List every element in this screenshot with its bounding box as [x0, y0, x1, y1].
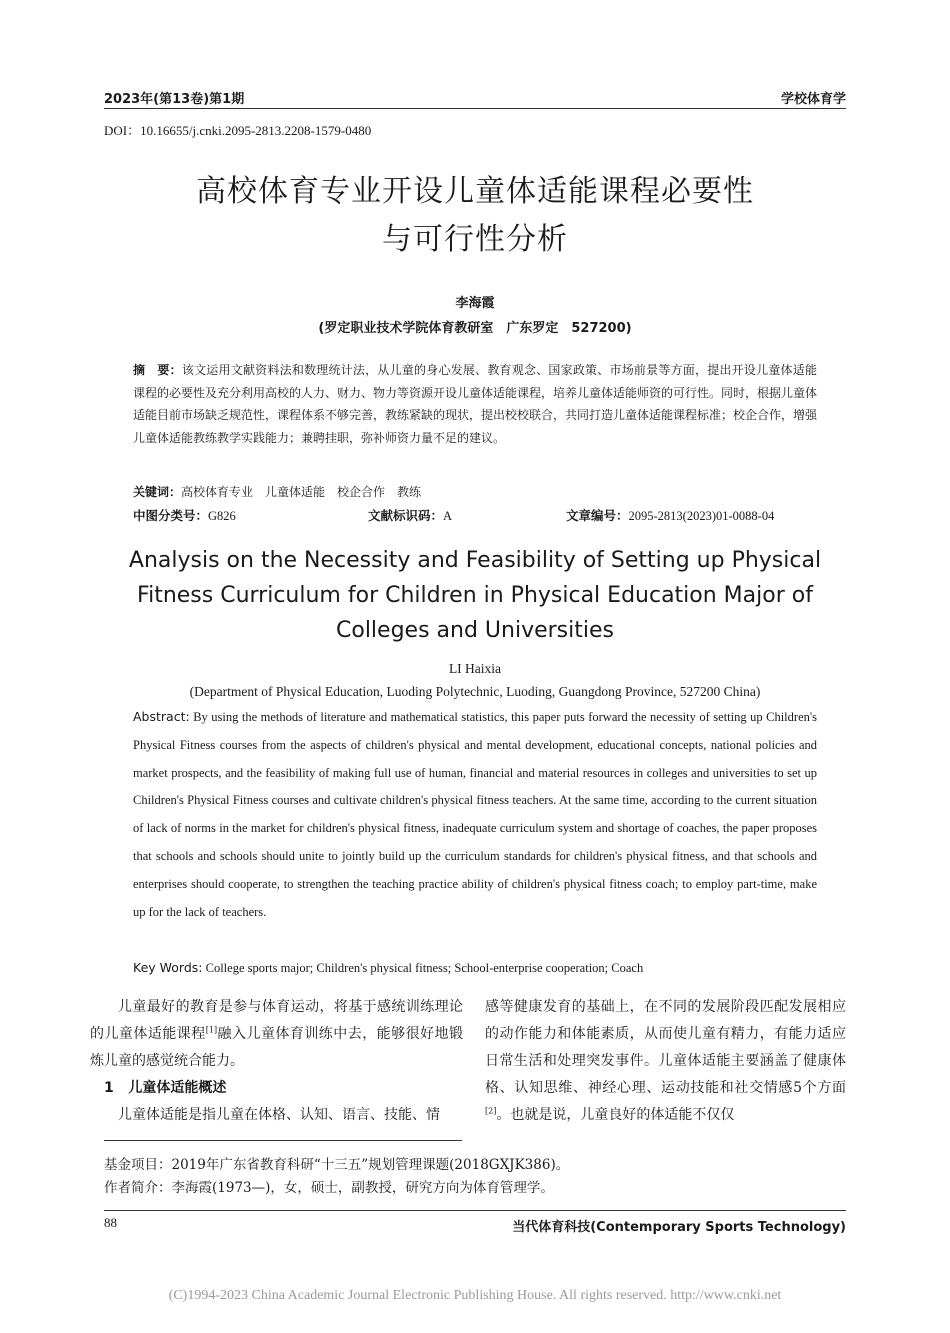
english-author-name: LI Haixia: [448, 661, 502, 676]
header-rule: [104, 108, 846, 109]
copyright-watermark: (C)1994-2023 China Academic Journal Electronic Publishing House. All rights reserved. http://www.cnki.net: [168, 1288, 782, 1303]
journal-name: 当代体育科技(Contemporary Sports Technology): [512, 1220, 846, 1235]
english-keywords: [133, 954, 817, 983]
doc-code-value: A: [443, 509, 453, 523]
clc-value: G826: [208, 509, 236, 523]
paper-title-line2: 与可行性分析: [382, 222, 568, 257]
author-affiliation: (罗定职业技术学院体育教研室 广东罗定 527200): [318, 321, 632, 336]
abstract-cn: [133, 359, 817, 449]
english-keywords-label: Key Words:: [133, 960, 203, 975]
section-heading: [90, 1075, 463, 1102]
article-number-label: 文章编号：: [566, 508, 629, 523]
english-author-affiliation: (Department of Physical Education, Luoding Polytechnic, Luoding, Guangdong Province, 527200 China): [189, 684, 761, 699]
footer-rule: [104, 1210, 846, 1211]
body-right-column: [485, 994, 846, 1129]
footnote-author-bio: 作者简介：李海霞(1973—)，女，硕士，副教授，研究方向为体育管理学。: [104, 1180, 554, 1196]
body-text: 融入儿童体育训练中去，能够很好地锻炼儿童的感觉统合能力。: [90, 1026, 464, 1069]
clc-number: [133, 506, 236, 524]
article-number: [566, 506, 774, 524]
footnote-rule: [104, 1140, 462, 1141]
page-number: 88: [104, 1215, 117, 1230]
article-number-value: 2095-2813(2023)01-0088-04: [628, 509, 775, 523]
citation: [2]: [485, 1106, 497, 1116]
doc-code-label: 文献标识码：: [368, 508, 444, 523]
body-text: 。也就是说，儿童良好的体适能不仅仅: [496, 1107, 735, 1123]
section-number: 1: [104, 1080, 114, 1096]
body-text: 儿童最好的教育是参与体育运动，将基于感统训练理论的儿童体适能课程: [90, 999, 463, 1042]
keywords-cn-text: 高校体育专业 儿童体适能 校企合作 教练: [181, 485, 422, 499]
body-paragraph: [485, 994, 846, 1129]
body-left-column: [90, 994, 463, 1129]
body-text: 感等健康发育的基础上，在不同的发展阶段匹配发展相应的动作能力和体能素质，从而使儿童有精力，有能力适应日常生活和处理突发事件。儿童体适能主要涵盖了健康体格、认知思维、神经心理、运动技能和社交情感5个方面: [485, 999, 846, 1096]
keywords-cn: [133, 481, 817, 504]
english-abstract-label: Abstract:: [133, 709, 190, 724]
abstract-cn-label: 摘 要：: [133, 363, 182, 377]
keywords-cn-label: 关键词：: [133, 485, 182, 499]
footnote-fund: 基金项目：2019年广东省教育科研“十三五”规划管理课题(2018GXJK386)。: [104, 1157, 570, 1173]
english-title-line3: Colleges and Universities: [336, 618, 614, 643]
abstract-cn-text: 该文运用文献资料法和数理统计法，从儿童的身心发展、教育观念、国家政策、市场前景等方面，提出开设儿童体适能课程的必要性及充分利用高校的人力、财力、物力等资源开设儿童体适能课程，培养儿童体适能师资的可行性。同时，根据儿童体适能目前市场缺乏规范性，课程体系不够完善，教练紧缺的现状，提出校校联合，共同打造儿童体适能课程标准；校企合作，增强儿童体适能教练教学实践能力；兼聘挂职，弥补师资力量不足的建议。: [133, 363, 818, 445]
paper-title: [104, 168, 846, 264]
journal-section-tag: 学校体育学: [780, 92, 846, 107]
citation: [1]: [205, 1025, 218, 1035]
english-title-line1: Analysis on the Necessity and Feasibility of Setting up Physical: [128, 548, 822, 573]
english-abstract-text: By using the methods of literature and mathematical statistics, this paper puts forward the necessity of setting up Children's Physical Fitness courses from the aspects of children's physical and mental development, educational concepts, national policies and market prospects, and the feasibility of making full use of human, financial and material resources in colleges and universities to set up Children's Physical Fitness courses and cultivate children's physical fitness teachers. At the same time, according to the current situation of lack of norms in the market for children's physical fitness, inadequate curriculum system and shortage of coaches, the paper proposes that schools and schools should unite to jointly build up the curriculum standards for children's physical fitness, and that schools and enterprises should cooperate, to strengthen the teaching practice ability of children's physical fitness coach; to employ part-time, make up for the lack of teachers.: [133, 710, 817, 919]
issue-label: 2023年(第13卷)第1期: [104, 92, 245, 107]
english-title: [104, 543, 846, 648]
paper-title-line1: 高校体育专业开设儿童体适能课程必要性: [196, 174, 754, 209]
english-keywords-text: College sports major; Children's physical fitness; School-enterprise cooperation; Coach: [205, 961, 644, 975]
doi: DOI：10.16655/j.cnki.2095-2813.2208-1579-0480: [104, 123, 372, 138]
body-paragraph: 儿童体适能是指儿童在体格、认知、语言、技能、情: [118, 1107, 440, 1123]
english-title-line2: Fitness Curriculum for Children in Physical Education Major of: [137, 583, 813, 608]
section-title: 儿童体适能概述: [128, 1080, 227, 1096]
body-paragraph: [90, 994, 463, 1075]
clc-label: 中图分类号：: [133, 508, 209, 523]
document-code: [368, 506, 452, 524]
english-abstract: [133, 703, 817, 926]
author-name: 李海霞: [455, 296, 495, 311]
